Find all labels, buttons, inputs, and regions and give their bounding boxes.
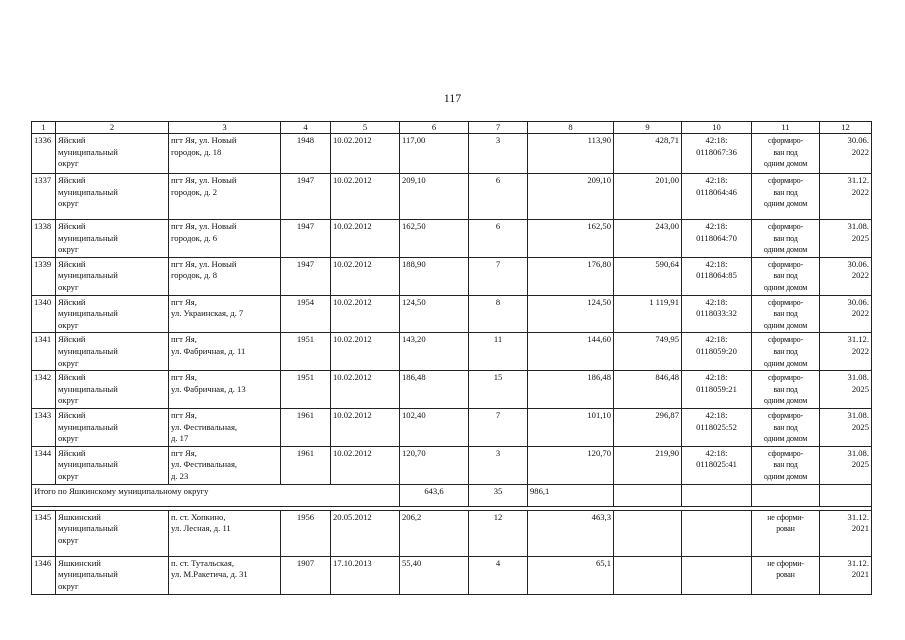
area-living: 162,50: [528, 220, 614, 258]
build-year: 1954: [281, 295, 331, 333]
deadline-date: 31.08. 2025: [820, 408, 872, 446]
deadline-date: 30.06. 2022: [820, 295, 872, 333]
land-status: сформиро- ван под одним домом: [752, 371, 820, 409]
address: пгт Яя, ул. Новый городок, д. 2: [169, 174, 281, 220]
land-area: [614, 510, 682, 556]
table-row: [32, 134, 872, 174]
land-status: не сформи- рован: [752, 510, 820, 556]
table-row: [32, 556, 872, 594]
build-year: 1961: [281, 446, 331, 484]
registration-date: 10.02.2012: [331, 446, 400, 484]
table-row: [32, 295, 872, 333]
subtotal-area-living: 986,1: [528, 484, 614, 506]
area-living: 463,3: [528, 510, 614, 556]
table-row: [32, 257, 872, 295]
cadastral-number: 42:18: 0118059:20: [682, 333, 752, 371]
area-living: 124,50: [528, 295, 614, 333]
column-number: 5: [331, 122, 400, 134]
table-row: [32, 220, 872, 258]
land-area: 590,64: [614, 257, 682, 295]
land-status: сформиро- ван под одним домом: [752, 333, 820, 371]
cadastral-number: 42:18: 0118025:41: [682, 446, 752, 484]
district-name: Яйский муниципальный округ: [56, 408, 169, 446]
land-area: 1 119,91: [614, 295, 682, 333]
deadline-date: 30.06. 2022: [820, 134, 872, 174]
row-number: 1338: [32, 220, 56, 258]
residents-count: 11: [469, 333, 528, 371]
area-total: 186,48: [400, 371, 469, 409]
build-year: 1951: [281, 333, 331, 371]
build-year: 1951: [281, 371, 331, 409]
row-number: 1339: [32, 257, 56, 295]
subtotal-row: [32, 484, 872, 506]
area-total: 209,10: [400, 174, 469, 220]
address: пгт Яя, ул. Новый городок, д. 6: [169, 220, 281, 258]
residents-count: 3: [469, 134, 528, 174]
district-name: Яйский муниципальный округ: [56, 257, 169, 295]
table-row: [32, 408, 872, 446]
land-status: сформиро- ван под одним домом: [752, 446, 820, 484]
address: пгт Яя, ул. Новый городок, д. 18: [169, 134, 281, 174]
area-total: 162,50: [400, 220, 469, 258]
cadastral-number: 42:18: 0118064:85: [682, 257, 752, 295]
address: пгт Яя, ул. Новый городок, д. 8: [169, 257, 281, 295]
build-year: 1948: [281, 134, 331, 174]
land-status: сформиро- ван под одним домом: [752, 134, 820, 174]
registration-date: 10.02.2012: [331, 295, 400, 333]
row-number: 1345: [32, 510, 56, 556]
column-number: 8: [528, 122, 614, 134]
residents-count: 3: [469, 446, 528, 484]
row-number: 1337: [32, 174, 56, 220]
row-number: 1336: [32, 134, 56, 174]
residents-count: 15: [469, 371, 528, 409]
registration-date: 10.02.2012: [331, 220, 400, 258]
land-area: 243,00: [614, 220, 682, 258]
land-status: сформиро- ван под одним домом: [752, 257, 820, 295]
district-name: Яйский муниципальный округ: [56, 371, 169, 409]
build-year: 1907: [281, 556, 331, 594]
cadastral-number: 42:18: 0118064:70: [682, 220, 752, 258]
area-total: 188,90: [400, 257, 469, 295]
residents-count: 8: [469, 295, 528, 333]
build-year: 1947: [281, 257, 331, 295]
cadastral-number: [682, 510, 752, 556]
column-number: 11: [752, 122, 820, 134]
area-total: 120,70: [400, 446, 469, 484]
column-number: 4: [281, 122, 331, 134]
address: п. ст. Тутальская, ул. М.Ракетича, д. 31: [169, 556, 281, 594]
land-status: сформиро- ван под одним домом: [752, 295, 820, 333]
land-area: [614, 556, 682, 594]
column-number: 12: [820, 122, 872, 134]
table-row: [32, 446, 872, 484]
cadastral-number: 42:18: 0118059:21: [682, 371, 752, 409]
area-living: 209,10: [528, 174, 614, 220]
land-status: сформиро- ван под одним домом: [752, 408, 820, 446]
land-status: не сформи- рован: [752, 556, 820, 594]
district-name: Яйский муниципальный округ: [56, 295, 169, 333]
table-row: [32, 333, 872, 371]
table-row: [32, 174, 872, 220]
empty-cell: [614, 484, 682, 506]
empty-cell: [820, 484, 872, 506]
column-number: 2: [56, 122, 169, 134]
registration-date: 17.10.2013: [331, 556, 400, 594]
empty-cell: [752, 484, 820, 506]
district-name: Яйский муниципальный округ: [56, 220, 169, 258]
area-living: 65,1: [528, 556, 614, 594]
residents-count: 4: [469, 556, 528, 594]
area-living: 186,48: [528, 371, 614, 409]
land-area: 846,48: [614, 371, 682, 409]
subtotal-label: Итого по Яшкинскому муниципальному округу: [32, 484, 400, 506]
district-name: Яйский муниципальный округ: [56, 134, 169, 174]
area-total: 102,40: [400, 408, 469, 446]
registration-date: 10.02.2012: [331, 174, 400, 220]
table-row: [32, 371, 872, 409]
land-area: 219,90: [614, 446, 682, 484]
build-year: 1947: [281, 220, 331, 258]
row-number: 1341: [32, 333, 56, 371]
housing-register-table: [31, 121, 872, 595]
residents-count: 6: [469, 220, 528, 258]
row-number: 1346: [32, 556, 56, 594]
deadline-date: 31.08. 2025: [820, 220, 872, 258]
cadastral-number: 42:18: 0118067:36: [682, 134, 752, 174]
subtotal-area-total: 643,6: [400, 484, 469, 506]
table-row: [32, 510, 872, 556]
cadastral-number: 42:18: 0118064:46: [682, 174, 752, 220]
land-area: 749,95: [614, 333, 682, 371]
residents-count: 7: [469, 408, 528, 446]
area-living: 176,80: [528, 257, 614, 295]
residents-count: 12: [469, 510, 528, 556]
deadline-date: 30.06. 2022: [820, 257, 872, 295]
row-number: 1344: [32, 446, 56, 484]
deadline-date: 31.12. 2021: [820, 556, 872, 594]
table-body: [32, 122, 872, 595]
column-number-row: [32, 122, 872, 134]
district-name: Яйский муниципальный округ: [56, 333, 169, 371]
build-year: 1947: [281, 174, 331, 220]
area-total: 117,00: [400, 134, 469, 174]
build-year: 1956: [281, 510, 331, 556]
area-living: 144,60: [528, 333, 614, 371]
district-name: Яйский муниципальный округ: [56, 446, 169, 484]
column-number: 6: [400, 122, 469, 134]
build-year: 1961: [281, 408, 331, 446]
registration-date: 10.02.2012: [331, 134, 400, 174]
registration-date: 10.02.2012: [331, 371, 400, 409]
land-status: сформиро- ван под одним домом: [752, 220, 820, 258]
residents-count: 7: [469, 257, 528, 295]
address: пгт Яя, ул. Фабричная, д. 11: [169, 333, 281, 371]
cadastral-number: 42:18: 0118025:52: [682, 408, 752, 446]
deadline-date: 31.08. 2025: [820, 446, 872, 484]
area-living: 101,10: [528, 408, 614, 446]
district-name: Яшкинский муниципальный округ: [56, 510, 169, 556]
row-number: 1340: [32, 295, 56, 333]
cadastral-number: 42:18: 0118033:32: [682, 295, 752, 333]
deadline-date: 31.12. 2022: [820, 174, 872, 220]
area-living: 113,90: [528, 134, 614, 174]
address: пгт Яя, ул. Фестивальная, д. 17: [169, 408, 281, 446]
area-total: 206,2: [400, 510, 469, 556]
empty-cell: [682, 484, 752, 506]
address: п. ст. Хопкино, ул. Лесная, д. 11: [169, 510, 281, 556]
district-name: Яшкинский муниципальный округ: [56, 556, 169, 594]
area-total: 124,50: [400, 295, 469, 333]
registration-date: 10.02.2012: [331, 257, 400, 295]
deadline-date: 31.12. 2021: [820, 510, 872, 556]
registration-date: 10.02.2012: [331, 333, 400, 371]
address: пгт Яя, ул. Фестивальная, д. 23: [169, 446, 281, 484]
column-number: 3: [169, 122, 281, 134]
land-status: сформиро- ван под одним домом: [752, 174, 820, 220]
land-area: 201,00: [614, 174, 682, 220]
cadastral-number: [682, 556, 752, 594]
area-living: 120,70: [528, 446, 614, 484]
land-area: 296,87: [614, 408, 682, 446]
residents-count: 6: [469, 174, 528, 220]
area-total: 143,20: [400, 333, 469, 371]
subtotal-residents: 35: [469, 484, 528, 506]
registration-date: 10.02.2012: [331, 408, 400, 446]
land-area: 428,71: [614, 134, 682, 174]
address: пгт Яя, ул. Фабричная, д. 13: [169, 371, 281, 409]
area-total: 55,40: [400, 556, 469, 594]
column-number: 1: [32, 122, 56, 134]
column-number: 9: [614, 122, 682, 134]
row-number: 1343: [32, 408, 56, 446]
deadline-date: 31.12. 2022: [820, 333, 872, 371]
column-number: 10: [682, 122, 752, 134]
column-number: 7: [469, 122, 528, 134]
row-number: 1342: [32, 371, 56, 409]
page-number: 117: [443, 91, 462, 105]
district-name: Яйский муниципальный округ: [56, 174, 169, 220]
deadline-date: 31.08. 2025: [820, 371, 872, 409]
registration-date: 20.05.2012: [331, 510, 400, 556]
address: пгт Яя, ул. Украинская, д. 7: [169, 295, 281, 333]
